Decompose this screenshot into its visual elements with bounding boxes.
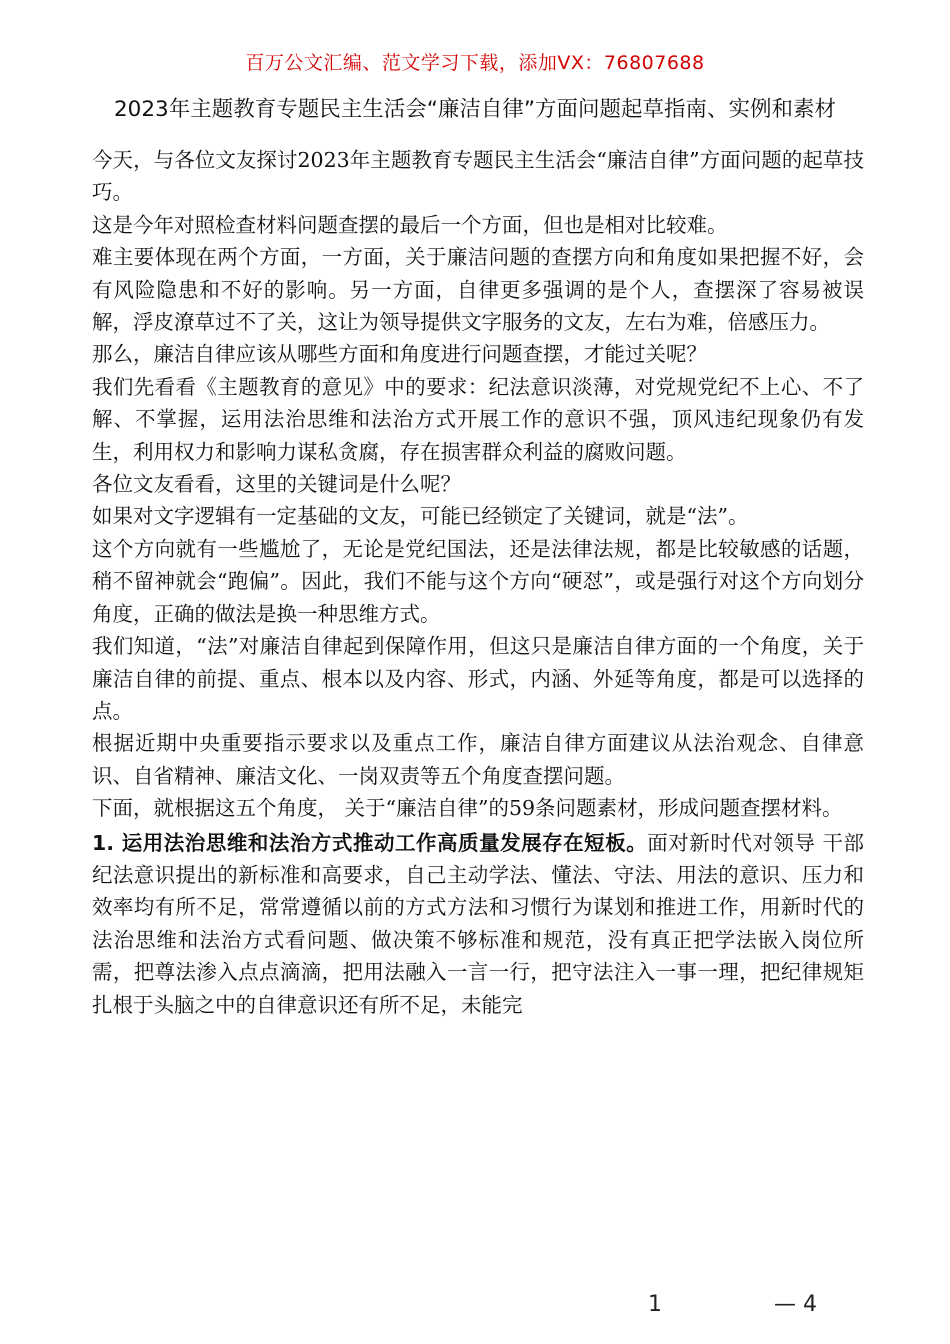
page-title: 2023年主题教育专题民主生活会“廉洁自律”方面问题起草指南、实例和素材 <box>114 97 836 122</box>
paragraph-3: 难主要体现在两个方面，一方面，关于廉洁问题的查摆方向和角度如果把握不好，会有风险隐患和不好的影响。另一方面，自律更多强调的是个人，查摆深了容易被误解，浮皮潦草过不了关，这让为领导提供文字服务的文友，左右为难，倍感压力。 <box>92 245 864 335</box>
paragraph-4: 那么，廉洁自律应该从哪些方面和角度进行问题查摆，才能过关呢？ <box>92 342 707 367</box>
item-1-text: 面对新时代对领导 干部纪法意识提出的新标准和高要求，自己主动学法、懂法、守法、用法的意识、压力和效率均有所不足，常常遵循以前的方式方法和习惯行为谋划和推进工作，用新时代的法治思维和法治方式看问题、做决策不够标准和规范，没有真正把学法嵌入岗位所需，把尊法渗入点点滴滴，把用法融入一言一行，把守法注入一事一理，把纪律规矩扎根于头脑之中的自律意识还有所不足，未能完 <box>92 830 864 1017</box>
paragraph-11: 下面，就根据这五个角度， 关于“廉洁自律”的59条问题素材，形成问题查摆材料。 <box>92 796 843 821</box>
footer-mark-left: 1 <box>648 1292 662 1317</box>
page-footer <box>640 1288 840 1328</box>
paragraph-9: 我们知道，“法”对廉洁自律起到保障作用，但这只是廉洁自律方面的一个角度，关于廉洁自律的前提、重点、根本以及内容、形式，内涵、外延等角度，都是可以选择的点。 <box>92 634 864 723</box>
header-banner: 百万公文汇编、范文学习下载，添加VX：76807688 <box>245 52 705 74</box>
document-body <box>92 144 864 1021</box>
paragraph-5: 我们先看看《主题教育的意见》中的要求：纪法意识淡薄，对党规党纪不上心、不了解、不掌握，运用法治思维和法治方式开展工作的意识不强，顶风违纪现象仍有发生，利用权力和影响力谋私贪腐，存在损害群众利益的腐败问题。 <box>92 374 864 464</box>
numbered-item-1 <box>92 827 864 1021</box>
paragraph-10: 根据近期中央重要指示要求以及重点工作，廉洁自律方面建议从法治观念、自律意识、自省精神、廉洁文化、一岗双责等五个角度查摆问题。 <box>92 731 864 788</box>
paragraph-6: 各位文友看看，这里的关键词是什么呢？ <box>92 472 461 497</box>
paragraph-7: 如果对文字逻辑有一定基础的文友，可能已经锁定了关键词，就是“法”。 <box>92 504 749 529</box>
paragraph-2: 这是今年对照检查材料问题查摆的最后一个方面，但也是相对比较难。 <box>92 212 728 237</box>
paragraph-8: 这个方向就有一些尴尬了，无论是党纪国法，还是法律法规，都是比较敏感的话题，稍不留神就会“跑偏”。因此，我们不能与这个方向“硬怼”，或是强行对这个方向划分角度，正确的做法是换一种思维方式。 <box>92 536 864 626</box>
paragraph-1: 今天，与各位文友探讨2023年主题教育专题民主生活会“廉洁自律”方面问题的起草技巧。 <box>92 148 864 205</box>
item-1-heading: 1. 运用法治思维和法治方式推动工作高质量发展存在短板。 <box>92 830 648 855</box>
footer-page-number: — 4 <box>774 1292 817 1317</box>
